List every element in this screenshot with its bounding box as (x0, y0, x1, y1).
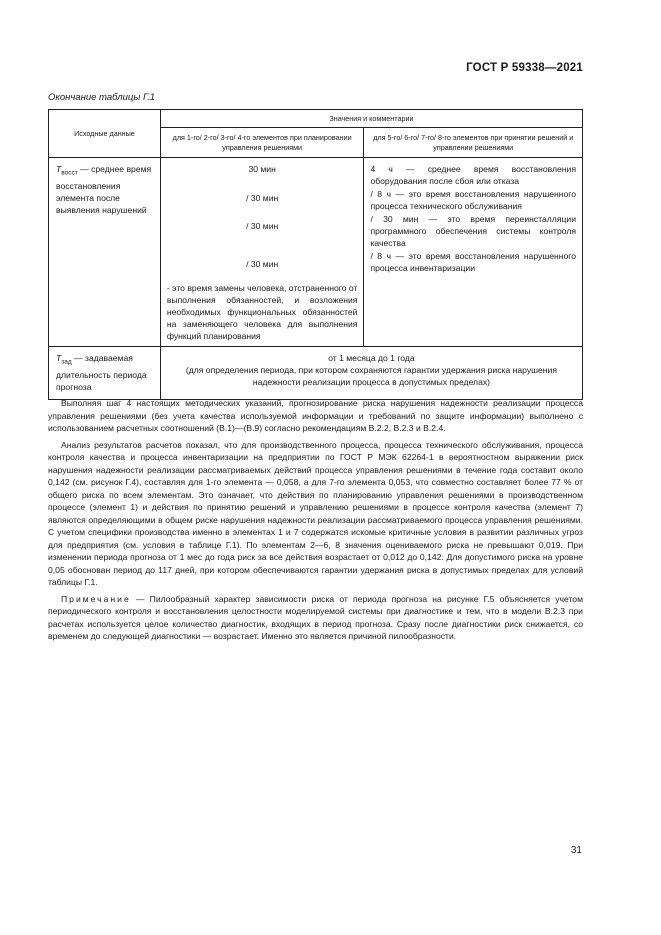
duration-value: 30 мин (248, 164, 276, 174)
header-elements-5-8: для 5-го/ 6-го/ 7-го/ 8-го элементов при принятии решений и управлении решениями (364, 128, 583, 158)
body-text (48, 397, 583, 647)
paragraph-analysis: Анализ результатов расчетов показал, что для производственного процесса, процесса технического обслуживания, процесса контроля качества и процесса инвентаризации на предприятии по ГОСТ Р МЭК 62264-1 в вероятностном выражении риск нарушения надежности реализации рассматриваемых действий процесса управления решениями в течение года составит около 0,142 (см. рисунок Г.4), составляя для 1-го элемента — 0,058, а для 7-го элемента 0,053, что совместно составляет более 77 % от общего риска по всем элементам. Это означает, что действия по планированию управления решениями в производственном процессе (элемент 1) и действия по принятию решений и управлению решениями в процессе контроля качества (элемент 7) являются определяющими в общем риске нарушения надежности реализации рассматриваемого процесса управления решениями. С учетом специфики производства именно в элементах 1 и 7 содержатся искомые критичные условия в развитии различных угроз для предприятия (см. условия в таблице Г.1). По элементам 2—6, 8 значения оцениваемого риска не превышают 0,019. При изменении периода прогноза от 1 мес до года риск за все действия возрастает от 0,012 до 0,142. Для допустимого риска на уровне 0,05 обоснован период до 117 дней, при котором обеспечиваются гарантии удержания риска в допустимых пределах для условий таблицы Г.1. (48, 439, 583, 587)
cell-elements-5-8 (364, 158, 583, 347)
note-text: — Пилообразный характер зависимости риска от периода прогноза на рисунке Г.5 объясняется учетом периодического контроля и восстановления целостности моделируемой системы при диагностике и тем, что в модели В.2.3 при расчетах используется целое количество диагностик, входящих в период прогноза. Сразу после диагностики риск снижается, со временем до следующей диагностики — возрастает. Именно это является причиной пилообразности. (48, 593, 583, 641)
row-label-t-zad: $T_{зад}$ — задаваемая длительность периода прогноза (49, 347, 161, 400)
note-label: Примечание (61, 593, 131, 604)
table-row (49, 347, 583, 400)
duration-value: / 30 мин (246, 259, 279, 269)
recovery-item: / 30 мин — это время переинсталляции программного обеспечения системы контроля качества (370, 214, 576, 248)
page-number: 31 (570, 845, 582, 856)
table-caption: Окончание таблицы Г.1 (48, 92, 156, 103)
duration-value: / 30 мин (246, 193, 279, 203)
recovery-item: / 8 ч — это время восстановления нарушенного процесса инвентаризации (370, 251, 576, 273)
recovery-item: / 8 ч — это время восстановления нарушенного процесса технического обслуживания (370, 189, 576, 211)
table-g1 (48, 109, 583, 400)
cell-forecast-period (160, 347, 582, 400)
standard-designation: ГОСТ Р 59338—2021 (466, 62, 583, 74)
row-label-t-vosst: $T_{восст}$ — среднее время восстановления элемента после выявления нарушений (49, 158, 161, 347)
header-elements-1-4: для 1-го/ 2-го/ 3-го/ 4-го элементов при планировании управления решениями (160, 128, 364, 158)
header-initial-data: Исходные данные (49, 110, 161, 158)
duration-value: / 30 мин (246, 221, 279, 231)
symbol-t-vosst: $T_{восст}$ (56, 164, 78, 177)
cell-elements-1-4 (160, 158, 364, 347)
header-values-comments: Значения и комментарии (160, 110, 582, 128)
symbol-t-zad: $T_{зад}$ (56, 353, 72, 366)
replacement-time-note: - это время замены человека, отстраненного от выполнения обязанностей, и возложения необходимых функциональных обязанностей на заменяющего человека для выполнения функций планирования (166, 283, 358, 341)
note-paragraph (48, 593, 583, 643)
forecast-period-value: от 1 месяца до 1 года (328, 353, 415, 363)
paragraph-step4: Выполняя шаг 4 настоящих методических указаний, прогнозирование риска нарушения надежности реализации процесса управления решениями (без учета качества используемой информации и требований по защите информации) выполнено с использованием расчетных соотношений (В.1)—(В.9) согласно рекомендациям В.2.2, В.2.3 и В.2.4. (48, 398, 583, 433)
recovery-item: 4 ч — среднее время восстановления оборудования после сбоя или отказа (370, 164, 576, 186)
forecast-period-comment: (для определения периода, при котором сохраняются гарантии удержания риска нарушения надежности реализации процесса в допустимых пределах) (185, 365, 557, 387)
table-row (49, 158, 583, 347)
